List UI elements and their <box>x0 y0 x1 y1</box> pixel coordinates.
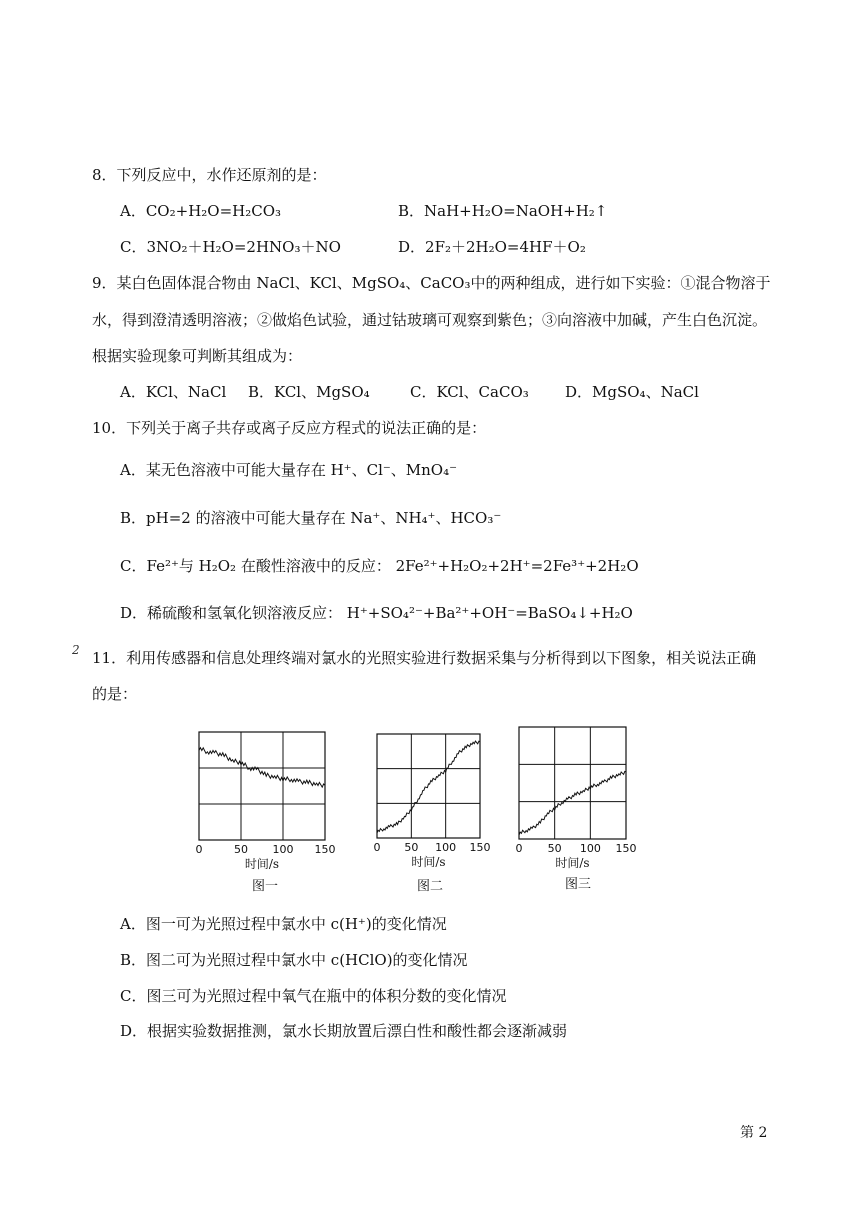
q9-option-b: B．KCl、MgSO₄ <box>248 383 370 401</box>
chart-figure-3-caption: 图三 <box>564 877 591 892</box>
q11-stem-line1: 11．利用传感器和信息处理终端对氯水的光照实验进行数据采集与分析得到以下图象，相关说法正确 <box>92 649 757 667</box>
plot-frame <box>519 727 626 839</box>
x-tick-label: 0 <box>195 843 203 856</box>
page-number: 第 2 <box>740 1125 768 1141</box>
series-line <box>199 748 325 787</box>
chart-figure-1 <box>195 728 335 878</box>
chart-figure-2-caption: 图二 <box>416 879 443 894</box>
plot-frame <box>377 734 480 838</box>
q8-option-c: C．3NO₂＋H₂O=2HNO₃＋NO <box>120 238 341 256</box>
q10-stem: 10．下列关于离子共存或离子反应方程式的说法正确的是： <box>92 419 487 437</box>
x-tick-label: 100 <box>435 841 457 854</box>
q9-option-c: C．KCl、CaCO₃ <box>410 383 529 401</box>
q11-option-b: B．图二可为光照过程中氯水中 c(HClO)的变化情况 <box>120 951 468 969</box>
q9-stem-line2: 水，得到澄清透明溶液；②做焰色试验，通过钴玻璃可观察到紫色；③向溶液中加碱，产生白色沉淀。 <box>92 311 768 329</box>
plot-frame <box>199 732 325 840</box>
x-tick-label: 150 <box>469 841 491 854</box>
q8-option-a: A．CO₂+H₂O=H₂CO₃ <box>120 202 282 220</box>
x-tick-label: 100 <box>579 842 601 855</box>
x-tick-label: 0 <box>373 841 381 854</box>
x-axis-label: 时间/s <box>411 855 446 869</box>
q11-option-d: D．根据实验数据推测，氯水长期放置后漂白性和酸性都会逐渐减弱 <box>120 1022 568 1040</box>
margin-mark: 2 <box>72 643 80 657</box>
q8-stem: 8．下列反应中，水作还原剂的是： <box>92 166 327 184</box>
x-tick-label: 0 <box>515 842 523 855</box>
x-tick-label: 50 <box>547 842 562 855</box>
q9-stem-line1: 9．某白色固体混合物由 NaCl、KCl、MgSO₄、CaCO₃中的两种组成，进行如下实验：①混合物溶于 <box>92 274 771 292</box>
q9-stem-line3: 根据实验现象可判断其组成为： <box>92 347 303 365</box>
q11-option-a: A．图一可为光照过程中氯水中 c(H⁺)的变化情况 <box>120 915 447 933</box>
x-tick-label: 150 <box>314 843 336 856</box>
x-tick-label: 50 <box>234 843 248 856</box>
series-line <box>519 771 626 835</box>
q10-option-b: B．pH=2 的溶液中可能大量存在 Na⁺、NH₄⁺、HCO₃⁻ <box>120 509 502 527</box>
q8-option-d: D．2F₂＋2H₂O=4HF＋O₂ <box>398 238 586 256</box>
x-tick-label: 150 <box>615 842 637 855</box>
q10-option-a: A．某无色溶液中可能大量存在 H⁺、Cl⁻、MnO₄⁻ <box>120 461 458 479</box>
q10-option-c: C．Fe²⁺与 H₂O₂ 在酸性溶液中的反应： 2Fe²⁺+H₂O₂+2H⁺=2Fe³⁺+2H₂O <box>120 557 639 575</box>
chart-figure-2 <box>373 730 491 880</box>
chart-figure-3 <box>515 725 635 875</box>
q9-option-d: D．MgSO₄、NaCl <box>565 383 699 401</box>
chart-figure-1-caption: 图一 <box>251 879 278 894</box>
q11-option-c: C．图三可为光照过程中氧气在瓶中的体积分数的变化情况 <box>120 987 507 1005</box>
q9-option-a: A．KCl、NaCl <box>120 383 227 401</box>
q11-stem-line2: 的是： <box>92 685 138 703</box>
x-axis-label: 时间/s <box>555 856 590 870</box>
q8-option-b: B．NaH+H₂O=NaOH+H₂↑ <box>398 202 608 220</box>
x-axis-label: 时间/s <box>244 857 280 871</box>
series-line <box>377 741 480 833</box>
q10-option-d: D．稀硫酸和氢氧化钡溶液反应： H⁺+SO₄²⁻+Ba²⁺+OH⁻=BaSO₄↓+H₂O <box>120 604 633 622</box>
x-tick-label: 50 <box>404 841 419 854</box>
x-tick-label: 100 <box>272 843 294 856</box>
